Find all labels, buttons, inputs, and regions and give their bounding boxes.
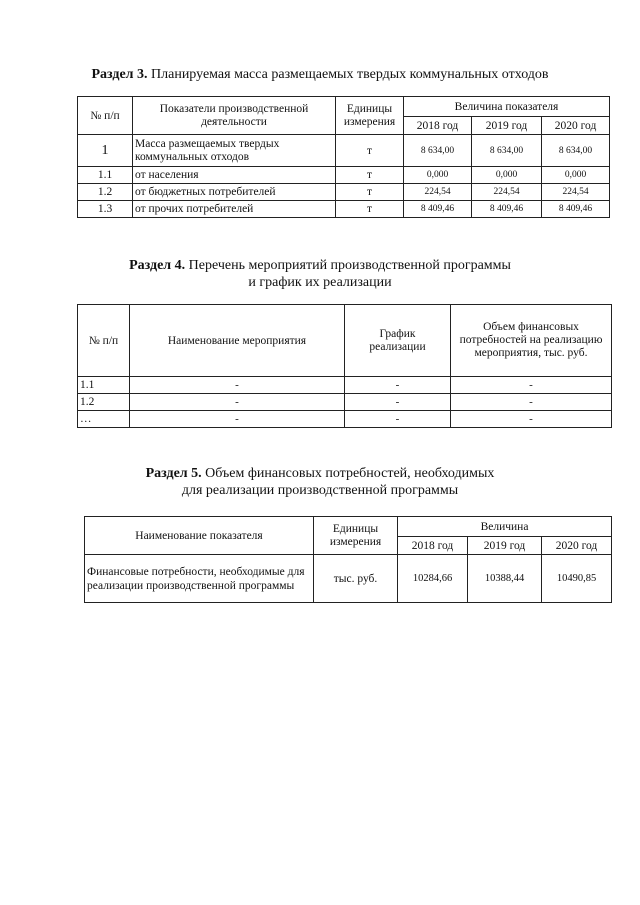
- s5-header-name: Наименование показателя: [85, 517, 314, 555]
- row-unit: т: [336, 135, 404, 167]
- row-value-2019: 10388,44: [468, 555, 542, 603]
- row-value-2020: 8 634,00: [542, 135, 610, 167]
- s5-header-year-2019: 2019 год: [468, 537, 542, 555]
- row-name: Масса размещаемых твердых коммунальных отходов: [133, 135, 336, 167]
- row-schedule: -: [345, 377, 451, 394]
- s3-header-num: № п/п: [78, 97, 133, 135]
- table-row: [78, 201, 610, 218]
- section-4-table: [77, 304, 612, 428]
- s5-header-value: Величина: [398, 517, 612, 537]
- row-value-2020: 10490,85: [542, 555, 612, 603]
- section-5-title-bold: Раздел 5.: [145, 466, 202, 481]
- s5-header-year-2018: 2018 год: [398, 537, 468, 555]
- table-row: [78, 167, 610, 184]
- row-num: …: [78, 411, 130, 428]
- row-num: 1.1: [78, 167, 133, 184]
- section-4-title-line2: и график их реализации: [248, 275, 392, 290]
- section-3-title-text: Планируемая масса размещаемых твердых коммунальных отходов: [147, 67, 549, 82]
- row-unit: т: [336, 184, 404, 201]
- section-3-title-bold: Раздел 3.: [91, 67, 148, 82]
- row-value-2018: 8 409,46: [404, 201, 472, 218]
- row-name: -: [130, 394, 345, 411]
- table-row: [78, 184, 610, 201]
- row-value-2019: 224,54: [472, 184, 542, 201]
- s3-header-unit: Единицы измерения: [336, 97, 404, 135]
- row-num: 1.2: [78, 394, 130, 411]
- s3-header-year-2019: 2019 год: [472, 117, 542, 135]
- row-unit: тыс. руб.: [314, 555, 398, 603]
- row-unit: т: [336, 201, 404, 218]
- s3-header-value: Величина показателя: [404, 97, 610, 117]
- s3-header-year-2018: 2018 год: [404, 117, 472, 135]
- row-name: -: [130, 411, 345, 428]
- table-row: [78, 411, 612, 428]
- row-value-2019: 8 634,00: [472, 135, 542, 167]
- section-3-title: [0, 66, 640, 83]
- table-row: [78, 394, 612, 411]
- table-row: [78, 377, 612, 394]
- row-num: 1.1: [78, 377, 130, 394]
- s4-header-name: Наименование мероприятия: [130, 305, 345, 377]
- s4-header-schedule: График реализации: [345, 305, 451, 377]
- row-value-2018: 10284,66: [398, 555, 468, 603]
- row-name: от бюджетных потребителей: [133, 184, 336, 201]
- section-5-title-line2: для реализации производственной программы: [181, 483, 459, 498]
- row-value-2020: 224,54: [542, 184, 610, 201]
- row-name: Финансовые потребности, необходимые для реализации производственной программы: [85, 555, 314, 603]
- row-value-2019: 0,000: [472, 167, 542, 184]
- row-num: 1.2: [78, 184, 133, 201]
- section-5-table: [84, 516, 612, 603]
- s5-header-year-2020: 2020 год: [542, 537, 612, 555]
- row-num: 1: [78, 135, 133, 167]
- row-value-2018: 0,000: [404, 167, 472, 184]
- row-volume: -: [451, 411, 612, 428]
- s4-header-volume: Объем финансовых потребностей на реализацию мероприятия, тыс. руб.: [451, 305, 612, 377]
- row-value-2018: 8 634,00: [404, 135, 472, 167]
- row-schedule: -: [345, 411, 451, 428]
- row-num: 1.3: [78, 201, 133, 218]
- row-name: от населения: [133, 167, 336, 184]
- row-name: -: [130, 377, 345, 394]
- section-5-title-text: Объем финансовых потребностей, необходимых: [201, 466, 495, 481]
- row-volume: -: [451, 394, 612, 411]
- s4-header-num: № п/п: [78, 305, 130, 377]
- row-name: от прочих потребителей: [133, 201, 336, 218]
- section-5-title: [0, 465, 640, 499]
- section-4-title-text: Перечень мероприятий производственной программы: [185, 258, 511, 273]
- row-value-2020: 0,000: [542, 167, 610, 184]
- table-row: [78, 135, 610, 167]
- row-value-2019: 8 409,46: [472, 201, 542, 218]
- section-3-table: [77, 96, 610, 218]
- row-unit: т: [336, 167, 404, 184]
- section-4-title-bold: Раздел 4.: [129, 258, 186, 273]
- row-volume: -: [451, 377, 612, 394]
- section-4-title: [0, 257, 640, 291]
- row-value-2018: 224,54: [404, 184, 472, 201]
- s3-header-indicator: Показатели производственной деятельности: [133, 97, 336, 135]
- s3-header-year-2020: 2020 год: [542, 117, 610, 135]
- table-row: [85, 555, 612, 603]
- row-value-2020: 8 409,46: [542, 201, 610, 218]
- s5-header-unit: Единицы измерения: [314, 517, 398, 555]
- row-schedule: -: [345, 394, 451, 411]
